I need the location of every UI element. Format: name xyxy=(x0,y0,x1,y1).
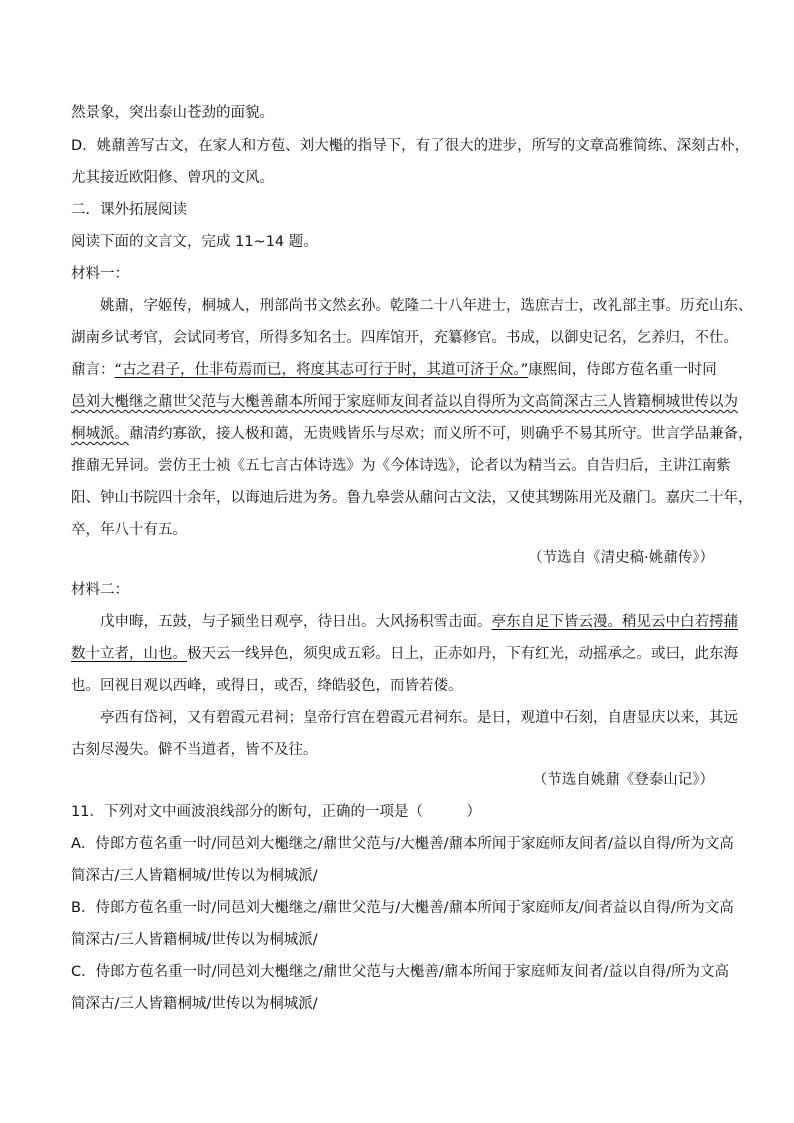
passage-line: 数十立者，山也。极天云一线异色，须臾成五彩。日上，正赤如丹，下有红光，动摇承之。或曰，此东海 xyxy=(71,646,738,662)
text-line: 尤其接近欧阳修、曾巩的文风。 xyxy=(71,170,274,186)
passage-line: 鼐言：“古之君子，仕非苟焉而已，将度其志可行于时，其道可济于众。”康熙间，侍郎方苞名重一时同 xyxy=(71,362,717,378)
instruction-line: 阅读下面的文言文，完成 11~14 题。 xyxy=(71,234,318,250)
wavy-underlined-passage: 邑刘大櫆继之鼐世父范与大櫆善鼐本所闻于家庭师友间者益以自得所为文高简深古三人皆籍桐城世传以为 xyxy=(71,394,738,410)
passage-line: 推鼐无异词。尝仿王士祯《五七言古体诗选》为《今体诗选》，论者以为精当云。自告归后，主讲江南紫 xyxy=(71,458,731,474)
text-line: 然景象，突出泰山苍劲的面貌。 xyxy=(71,105,274,121)
passage-line: 桐城派。鼐清约寡欲，接人极和蔼，无贵贱皆乐与尽欢；而义所不可，则确乎不易其所守。世言学品兼备， xyxy=(71,426,753,442)
passage-line: 古刻尽漫失。僻不当道者，皆不及往。 xyxy=(71,742,318,758)
passage-line: 卒，年八十有五。 xyxy=(71,522,187,538)
underlined-quote: “古之君子，仕非苟焉而已，将度其志可行于时，其道可济于众。” xyxy=(114,362,529,378)
option-c-line: 简深古/三人皆籍桐城/世传以为桐城派/ xyxy=(71,996,318,1012)
passage-line: 姚鼐，字姬传，桐城人，刑部尚书文然玄孙。乾隆二十八年进士，选庶吉士，改礼部主事。历充山东、 xyxy=(100,298,753,314)
passage-line: 阳、钟山书院四十余年，以诲迪后进为务。鲁九皋尝从鼐问古文法，又使其甥陈用光及鼐门。嘉庆二十年， xyxy=(71,490,753,506)
option-b-line: B．侍郎方苞名重一时/同邑刘大櫆继之/鼐世父范与/大櫆善/鼐本所闻于家庭师友/间者益以自得/所为文高 xyxy=(71,900,734,916)
passage-line: 亭西有岱祠，又有碧霞元君祠；皇帝行宫在碧霞元君祠东。是日，观道中石刻，自唐显庆以来，其远 xyxy=(100,710,738,726)
passage-line: 戊申晦，五鼓，与子颍坐日观亭，待日出。大风扬积雪击面。亭东自足下皆云漫。稍见云中白若摴蒱 xyxy=(100,614,738,630)
option-a-line: 简深古/三人皆籍桐城/世传以为桐城派/ xyxy=(71,868,318,884)
source-citation: （节选自姚鼐《登泰山记》） xyxy=(532,772,714,788)
material-two-label: 材料二： xyxy=(71,582,129,598)
option-c-line: C．侍郎方苞名重一时/同邑刘大櫆继之/鼐世父范与大櫆善/鼐本所闻于家庭师友间者/益以自得/所为文高 xyxy=(71,964,730,980)
question-11: 11．下列对文中画波浪线部分的断句，正确的一项是（ ） xyxy=(71,804,481,820)
option-b-line: 简深古/三人皆籍桐城/世传以为桐城派/ xyxy=(71,932,318,948)
material-one-label: 材料一： xyxy=(71,266,129,282)
option-a-line: A．侍郎方苞名重一时/同邑刘大櫆继之/鼐世父范与/大櫆善/鼐本所闻于家庭师友间者/益以自得/所为文高 xyxy=(71,836,734,852)
passage-line: 湖南乡试考官，会试同考官，所得多知名士。四库馆开，充纂修官。书成，以御史记名，乞养归，不仕。 xyxy=(71,330,738,346)
source-citation: （节选自《清史稿·姚鼐传》） xyxy=(528,550,714,566)
section-heading: 二．课外拓展阅读 xyxy=(71,202,187,218)
passage-line: 也。回视日观以西峰，或得日，或否，绛皓驳色，而皆若偻。 xyxy=(71,678,463,694)
option-d-line: D．姚鼐善写古文，在家人和方苞、刘大櫆的指导下，有了很大的进步，所写的文章高雅简练、深刻古朴， xyxy=(71,138,750,154)
underlined-sentence: 数十立者，山也。 xyxy=(71,646,187,662)
underlined-sentence: 亭东自足下皆云漫。稍见云中白若摴蒱 xyxy=(491,614,738,630)
